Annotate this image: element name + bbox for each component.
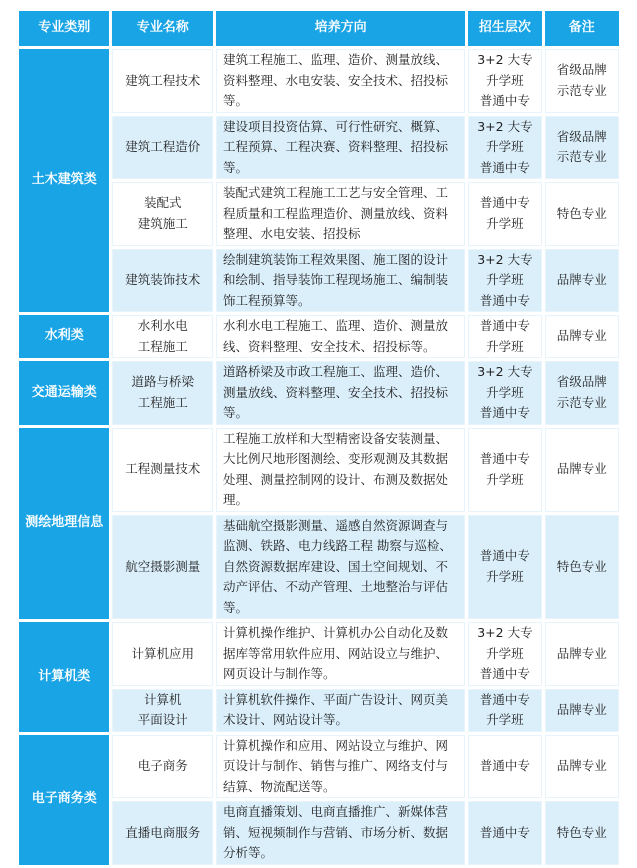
major-level: 普通中专 <box>468 801 541 865</box>
major-direction: 计算机操作维护、计算机办公自动化及数据库等常用软件应用、网站设立与维护、网页设计与制作等。 <box>216 622 465 686</box>
major-note: 品牌专业 <box>545 622 619 686</box>
table-row <box>19 361 619 425</box>
major-name: 工程测量技术 <box>112 428 213 512</box>
major-note: 品牌专业 <box>545 315 619 358</box>
major-level: 普通中专 升学班 <box>468 182 541 246</box>
major-note: 特色专业 <box>545 515 619 620</box>
header-category: 专业类别 <box>19 11 109 46</box>
major-direction: 计算机软件操作、平面广告设计、网页美术设计、网站设计等。 <box>216 689 465 732</box>
major-name: 建筑装饰技术 <box>112 249 213 313</box>
table-row <box>19 315 619 358</box>
major-name: 建筑工程造价 <box>112 116 213 180</box>
major-level: 3+2 大专 升学班 普通中专 <box>468 361 541 425</box>
major-note: 品牌专业 <box>545 428 619 512</box>
major-note: 省级品牌 示范专业 <box>545 116 619 180</box>
major-name: 道路与桥梁 工程施工 <box>112 361 213 425</box>
major-direction: 装配式建筑工程施工工艺与安全管理、工程质量和工程监理造价、测量放线、资料整理、水电安装、招投标 <box>216 182 465 246</box>
major-note: 省级品牌 示范专业 <box>545 361 619 425</box>
major-level: 3+2 大专 升学班 普通中专 <box>468 622 541 686</box>
major-level: 3+2 大专 升学班 普通中专 <box>468 116 541 180</box>
category-survey: 测绘地理信息 <box>19 428 109 620</box>
major-note: 品牌专业 <box>545 689 619 732</box>
header-row <box>19 11 619 46</box>
major-level: 3+2 大专 升学班 普通中专 <box>468 249 541 313</box>
major-level: 普通中专 <box>468 735 541 799</box>
category-water: 水利类 <box>19 315 109 358</box>
major-direction: 绘制建筑装饰工程效果图、施工图的设计和绘制、指导装饰工程现场施工、编制装饰工程预算等。 <box>216 249 465 313</box>
category-ecommerce: 电子商务类 <box>19 735 109 865</box>
major-name: 电子商务 <box>112 735 213 799</box>
major-level: 普通中专 升学班 <box>468 428 541 512</box>
major-note: 特色专业 <box>545 801 619 865</box>
major-direction: 建设项目投资估算、可行性研究、概算、工程预算、工程决赛、资料整理、招投标等。 <box>216 116 465 180</box>
major-note: 品牌专业 <box>545 249 619 313</box>
major-level: 普通中专 升学班 <box>468 689 541 732</box>
major-direction: 基础航空摄影测量、遥感自然资源调查与监测、铁路、电力线路工程 勘察与巡检、自然资源数据库建设、国土空间规划、不动产评估、不动产管理、土地整治与评估等。 <box>216 515 465 620</box>
major-level: 3+2 大专 升学班 普通中专 <box>468 49 541 113</box>
category-traffic: 交通运输类 <box>19 361 109 425</box>
major-note: 特色专业 <box>545 182 619 246</box>
major-level: 普通中专 升学班 <box>468 315 541 358</box>
table-row <box>19 49 619 113</box>
major-direction: 道路桥梁及市政工程施工、监理、造价、测量放线、资料整理、安全技术、招投标等。 <box>216 361 465 425</box>
header-name: 专业名称 <box>112 11 213 46</box>
category-civil: 土木建筑类 <box>19 49 109 312</box>
major-note: 品牌专业 <box>545 735 619 799</box>
header-direction: 培养方向 <box>216 11 465 46</box>
major-name: 计算机应用 <box>112 622 213 686</box>
header-level: 招生层次 <box>468 11 541 46</box>
major-direction: 水利水电工程施工、监理、造价、测量放线、资料整理、安全技术、招投标等。 <box>216 315 465 358</box>
table-row <box>19 428 619 512</box>
major-direction: 建筑工程施工、监理、造价、测量放线、资料整理、水电安装、安全技术、招投标等。 <box>216 49 465 113</box>
major-note: 省级品牌 示范专业 <box>545 49 619 113</box>
major-direction: 计算机操作和应用、网站设立与维护、网页设计与制作、销售与推广、网络支付与结算、物流配送等。 <box>216 735 465 799</box>
header-note: 备注 <box>545 11 619 46</box>
majors-table-container <box>19 8 619 868</box>
major-name: 直播电商服务 <box>112 801 213 865</box>
major-name: 水利水电 工程施工 <box>112 315 213 358</box>
major-direction: 电商直播策划、电商直播推广、新媒体营销、短视频制作与营销、市场分析、数据分析等。 <box>216 801 465 865</box>
majors-table <box>16 8 622 868</box>
major-direction: 工程施工放样和大型精密设备安装测量、大比例尺地形图测绘、变形观测及其数据处理、测量控制网的设计、布测及数据处理。 <box>216 428 465 512</box>
table-row <box>19 622 619 686</box>
major-name: 计算机 平面设计 <box>112 689 213 732</box>
category-computer: 计算机类 <box>19 622 109 732</box>
table-row <box>19 735 619 799</box>
major-name: 航空摄影测量 <box>112 515 213 620</box>
major-name: 建筑工程技术 <box>112 49 213 113</box>
major-level: 普通中专 升学班 <box>468 515 541 620</box>
major-name: 装配式 建筑施工 <box>112 182 213 246</box>
